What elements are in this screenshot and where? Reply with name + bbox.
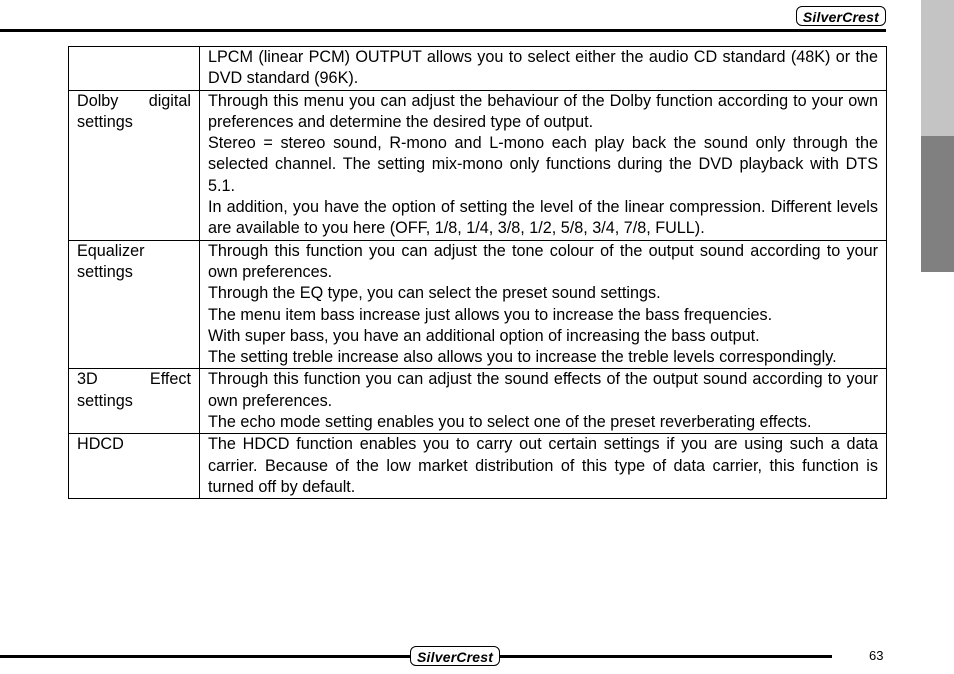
description-paragraph: Through this menu you can adjust the behaviour of the Dolby function according to your own preferences and determine the desired type of output. bbox=[208, 91, 878, 131]
setting-label: Dolby digital settings bbox=[69, 90, 200, 240]
setting-label: HDCD bbox=[69, 434, 200, 499]
description-paragraph: The menu item bass increase just allows you to increase the bass frequencies. bbox=[208, 305, 773, 324]
description-paragraph: Stereo = stereo sound, R-mono and L-mono each play back the sound only through the selected channel. The setting mix-mono only functions during the DVD playback with DTS 5.1. bbox=[208, 134, 878, 195]
brand-logo-bottom: SilverCrest bbox=[410, 646, 500, 666]
setting-description bbox=[200, 369, 887, 434]
setting-description bbox=[200, 434, 887, 499]
description-paragraph: Through the EQ type, you can select the preset sound settings. bbox=[208, 284, 661, 303]
table-row bbox=[69, 47, 887, 91]
description-paragraph: Through this function you can adjust the tone colour of the output sound according to your own preferences. bbox=[208, 241, 878, 281]
description-paragraph: The echo mode setting enables you to select one of the preset reverberating effects. bbox=[208, 413, 812, 432]
settings-table bbox=[68, 46, 887, 499]
description-paragraph: LPCM (linear PCM) OUTPUT allows you to select either the audio CD standard (48K) or the DVD standard (96K). bbox=[208, 48, 878, 88]
description-paragraph: The setting treble increase also allows you to increase the treble levels correspondingly. bbox=[208, 348, 837, 367]
brand-logo-top: SilverCrest bbox=[796, 6, 886, 26]
side-tab-upper bbox=[921, 0, 954, 136]
description-paragraph: Through this function you can adjust the sound effects of the output sound according to your own preferences. bbox=[208, 370, 878, 410]
setting-description bbox=[200, 240, 887, 369]
page-number: 63 bbox=[869, 648, 884, 663]
table-row bbox=[69, 369, 887, 434]
setting-description bbox=[200, 90, 887, 240]
setting-label: 3D Effect settings bbox=[69, 369, 200, 434]
description-paragraph: With super bass, you have an additional option of increasing the bass output. bbox=[208, 326, 760, 345]
setting-label: Equalizer settings bbox=[69, 240, 200, 369]
setting-label bbox=[69, 47, 200, 91]
side-tab-lower bbox=[921, 136, 954, 272]
description-paragraph: In addition, you have the option of setting the level of the linear compression. Different levels are available to you here (OFF, 1/8, 1/4, 3/8, 1/2, 5/8, 3/4, 7/8, FULL). bbox=[208, 198, 878, 238]
description-paragraph: The HDCD function enables you to carry out certain settings if you are using such a data carrier. Because of the low market distribution of this type of data carrier, this function is turned off by default. bbox=[208, 435, 878, 496]
setting-description bbox=[200, 47, 887, 91]
table-row bbox=[69, 90, 887, 240]
table-row bbox=[69, 434, 887, 499]
table-row bbox=[69, 240, 887, 369]
header-rule bbox=[0, 29, 886, 32]
